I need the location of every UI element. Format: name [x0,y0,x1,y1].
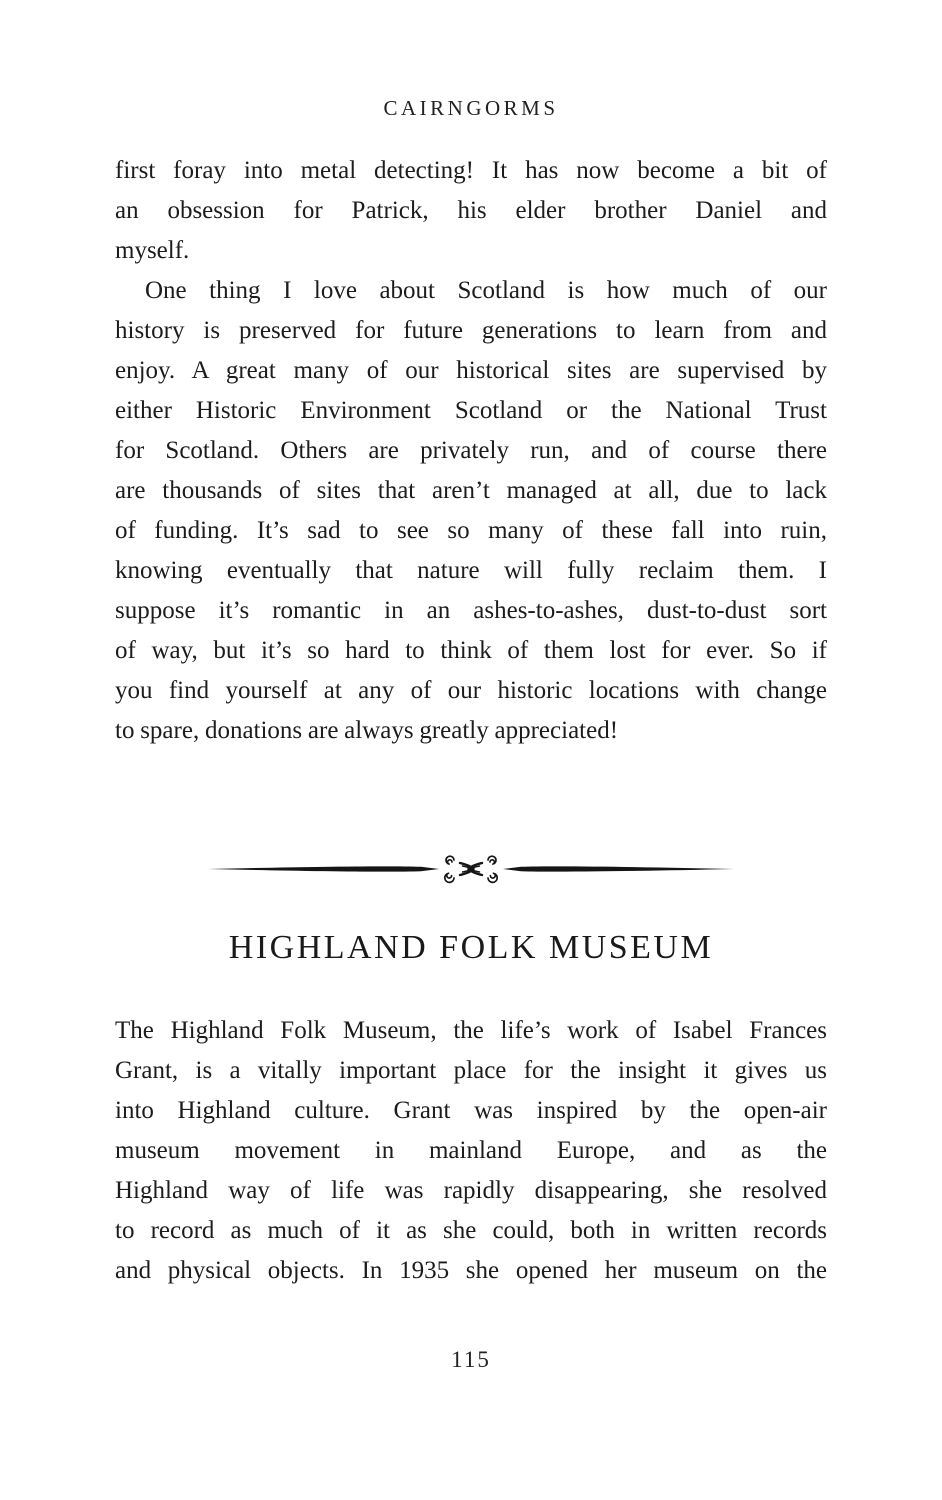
text-line: for Scotland. Others are privately run, and of course there [115,437,827,464]
text-line: The Highland Folk Museum, the life’s work of Isabel Frances [115,1017,827,1044]
text-line: to spare, donations are always greatly appreciated! [115,717,619,744]
text-line: and physical objects. In 1935 she opened her museum on the [115,1257,827,1284]
text-line: museum movement in mainland Europe, and as the [115,1137,827,1164]
text-line: either Historic Environment Scotland or the National Trust [115,397,827,424]
text-line: are thousands of sites that aren’t managed at all, due to lack [115,477,827,504]
running-head: CAIRNGORMS [383,96,559,120]
text-line: of way, but it’s so hard to think of them lost for ever. So if [115,637,827,664]
paragraph [115,271,827,751]
text-line: first foray into metal detecting! It has now become a bit of [115,157,827,184]
text-line: One thing I love about Scotland is how much of our [145,277,827,304]
text-line: Grant, is a vitally important place for the insight it gives us [115,1057,827,1084]
text-line: of funding. It’s sad to see so many of these fall into ruin, [115,517,827,544]
text-line: Highland way of life was rapidly disappearing, she resolved [115,1177,827,1204]
text-line: enjoy. A great many of our historical sites are supervised by [115,357,827,384]
body-text [115,151,827,751]
text-line: to record as much of it as she could, both in written records [115,1217,827,1244]
text-line: an obsession for Patrick, his elder brother Daniel and [115,197,827,224]
text-line: history is preserved for future generations to learn from and [115,317,827,344]
section-heading: HIGHLAND FOLK MUSEUM [228,929,714,966]
text-line: suppose it’s romantic in an ashes-to-ashes, dust-to-dust sort [115,597,827,624]
body-text [115,1011,827,1291]
text-line: you find yourself at any of our historic locations with change [115,677,827,704]
text-line: knowing eventually that nature will fully reclaim them. I [115,557,827,584]
scroll-flourish-divider-icon [206,854,736,884]
page-number: 115 [451,1347,491,1372]
section-divider [0,854,942,884]
paragraph [115,1011,827,1291]
text-line: into Highland culture. Grant was inspired by the open-air [115,1097,827,1124]
text-line: myself. [115,237,190,264]
paragraph [115,151,827,271]
